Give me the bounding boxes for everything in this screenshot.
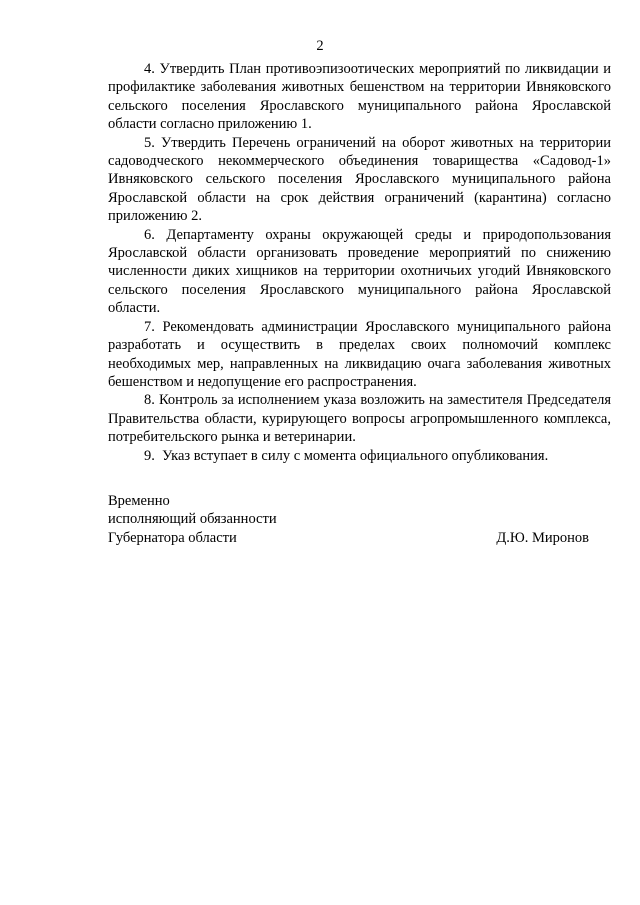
- signature-line-acting: исполняющий обязанности: [108, 511, 277, 528]
- paragraph-number: 8.: [144, 392, 155, 409]
- signature-block: [108, 492, 611, 547]
- decree-body: [108, 60, 611, 465]
- paragraph-number: 6.: [144, 226, 155, 243]
- signature-row: [108, 529, 611, 547]
- paragraph-text: Контроль за исполнением указа возложить на заместителя Председателя Правительства области, курирующего вопросы агропромышленного комплекса, потребительского рынка и ветеринарии.: [108, 392, 612, 446]
- paragraph-number: 9.: [144, 447, 155, 464]
- signature-line-temporary: Временно: [108, 493, 170, 509]
- paragraph-text: Рекомендовать администрации Ярославского муниципального района разработать и осуществить в пределах своих полномочий комплекс необходимых мер, направленных на ликвидацию очага заболевания животных бешенством и недопущение его распространения.: [108, 318, 612, 390]
- paragraph-text: Утвердить Перечень ограничений на оборот животных на территории садоводческого некоммерческого объединения товарищества «Садовод-1» Ивняковского сельского поселения Ярославского муниципального района Ярославской области на срок действия ограничений (карантина) согласно приложению 2.: [108, 134, 612, 225]
- page-number: 2: [316, 38, 324, 54]
- paragraph-text: Указ вступает в силу с момента официального опубликования.: [162, 447, 549, 464]
- paragraph-number: 7.: [144, 318, 155, 335]
- paragraph-number: 4.: [144, 61, 155, 77]
- paragraph-text: Департаменту охраны окружающей среды и природопользования Ярославской области организовать проведение мероприятий по снижению численности диких хищников на территории охотничьих угодий Ивняковского сельского поселения Ярославского муниципального района Ярославской области.: [108, 226, 612, 317]
- paragraph-5: [108, 134, 611, 226]
- signature-position: Губернатора области: [108, 529, 237, 546]
- signatory-name: Д.Ю. Миронов: [496, 529, 589, 546]
- paragraph-7: [108, 318, 611, 392]
- paragraph-number: 5.: [144, 134, 155, 151]
- paragraph-text: Утвердить План противоэпизоотических мероприятий по ликвидации и профилактике заболевания животных бешенством на территории Ивняковского сельского поселения Ярославского муниципального района Ярославской области согласно приложению 1.: [108, 61, 611, 133]
- paragraph-9: [108, 447, 611, 465]
- paragraph-8: [108, 391, 611, 446]
- paragraph-6: [108, 226, 611, 318]
- paragraph-4: [108, 60, 611, 134]
